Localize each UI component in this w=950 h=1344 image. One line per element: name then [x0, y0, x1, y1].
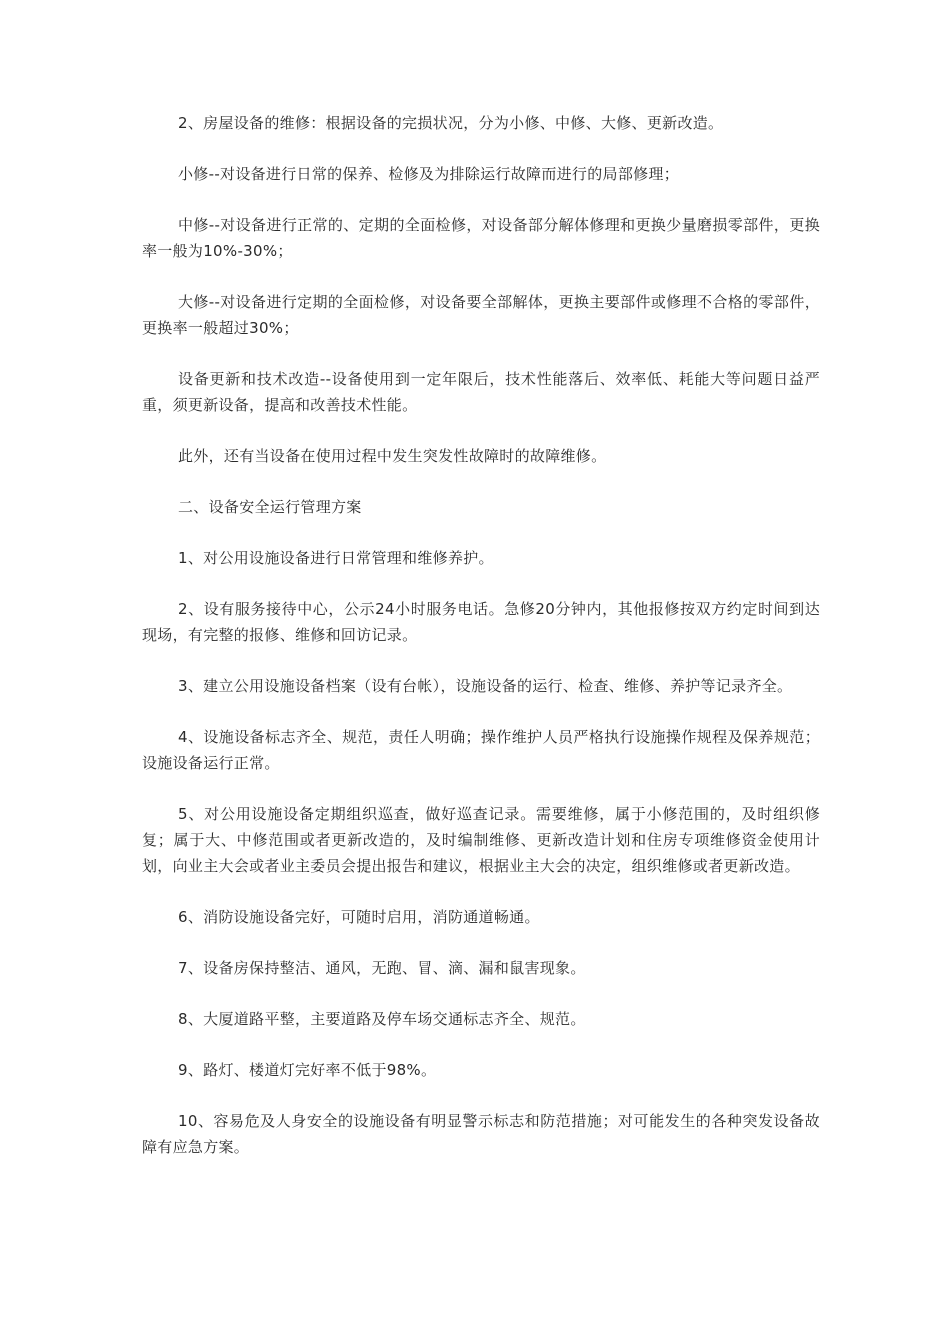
paragraph-emergency-repair: 此外，还有当设备在使用过程中发生突发性故障时的故障维修。 [178, 447, 607, 465]
document-body [142, 110, 820, 1185]
list-item-3: 3、建立公用设施设备档案（设有台帐），设施设备的运行、检查、维修、养护等记录齐全。 [178, 677, 793, 695]
list-item-10: 10、容易危及人身安全的设施设备有明显警示标志和防范措施；对可能发生的各种突发设备故障有应急方案。 [142, 1112, 820, 1156]
paragraph-medium-repair: 中修--对设备进行正常的、定期的全面检修，对设备部分解体修理和更换少量磨损零部件，更换率一般为10%-30%； [142, 216, 820, 260]
list-item-9: 9、路灯、楼道灯完好率不低于98%。 [178, 1061, 437, 1079]
list-item-5: 5、对公用设施设备定期组织巡查，做好巡查记录。需要维修，属于小修范围的，及时组织修复；属于大、中修范围或者更新改造的，及时编制维修、更新改造计划和住房专项维修资金使用计划，向业主大会或者业主委员会提出报告和建议，根据业主大会的决定，组织维修或者更新改造。 [142, 805, 820, 875]
paragraph-major-repair: 大修--对设备进行定期的全面检修，对设备要全部解体，更换主要部件或修理不合格的零部件，更换率一般超过30%； [142, 293, 820, 337]
section-heading-safety: 二、设备安全运行管理方案 [178, 498, 362, 516]
paragraph-repair-types: 2、房屋设备的维修：根据设备的完损状况，分为小修、中修、大修、更新改造。 [178, 114, 724, 132]
paragraph-minor-repair: 小修--对设备进行日常的保养、检修及为排除运行故障而进行的局部修理； [178, 165, 680, 183]
list-item-4: 4、设施设备标志齐全、规范，责任人明确；操作维护人员严格执行设施操作规程及保养规范；设施设备运行正常。 [142, 728, 820, 772]
list-item-1: 1、对公用设施设备进行日常管理和维修养护。 [178, 549, 494, 567]
list-item-6: 6、消防设施设备完好，可随时启用，消防通道畅通。 [178, 908, 540, 926]
list-item-2: 2、设有服务接待中心，公示24小时服务电话。急修20分钟内，其他报修按双方约定时间到达现场，有完整的报修、维修和回访记录。 [142, 600, 820, 644]
list-item-8: 8、大厦道路平整，主要道路及停车场交通标志齐全、规范。 [178, 1010, 586, 1028]
list-item-7: 7、设备房保持整洁、通风，无跑、冒、滴、漏和鼠害现象。 [178, 959, 586, 977]
paragraph-renewal: 设备更新和技术改造--设备使用到一定年限后，技术性能落后、效率低、耗能大等问题日益严重，须更新设备，提高和改善技术性能。 [142, 370, 820, 414]
